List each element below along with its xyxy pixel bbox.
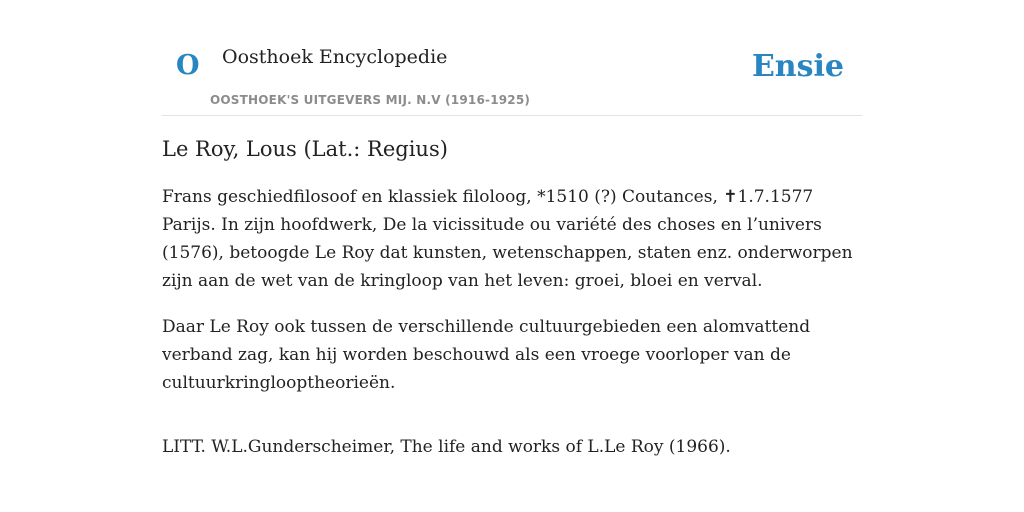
oosthoek-logo-icon[interactable]: O: [176, 50, 200, 81]
ensie-brand-link[interactable]: Ensie: [751, 49, 844, 84]
site-title[interactable]: Oosthoek Encyclopedie: [222, 46, 448, 68]
literature-reference: LITT. W.L.Gunderscheimer, The life and works of L.Le Roy (1966).: [162, 437, 731, 458]
publisher-label: OOSTHOEK'S UITGEVERS MIJ. N.V (1916-1925): [210, 93, 531, 107]
entry-paragraph: Daar Le Roy ook tussen de verschillende cultuurgebieden een alomvattend verband zag, kan hij worden beschouwd als een vroege voorloper van de cultuurkringlooptheorieën.: [162, 317, 811, 394]
entry-title: Le Roy, Lous (Lat.: Regius): [162, 137, 448, 161]
entry-content: [162, 136, 862, 461]
site-header: [162, 30, 862, 116]
entry-paragraph: Frans geschiedfilosoof en klassiek filoloog, *1510 (?) Coutances, ✝1.7.1577 Parijs. In zijn hoofdwerk, De la vicissitude ou variété des choses en l’univers (1576), betoogde Le Roy dat kunsten, wetenschappen, staten enz. onderworpen zijn aan de wet van de kringloop van het leven: groei, bloei en verval.: [162, 187, 853, 292]
